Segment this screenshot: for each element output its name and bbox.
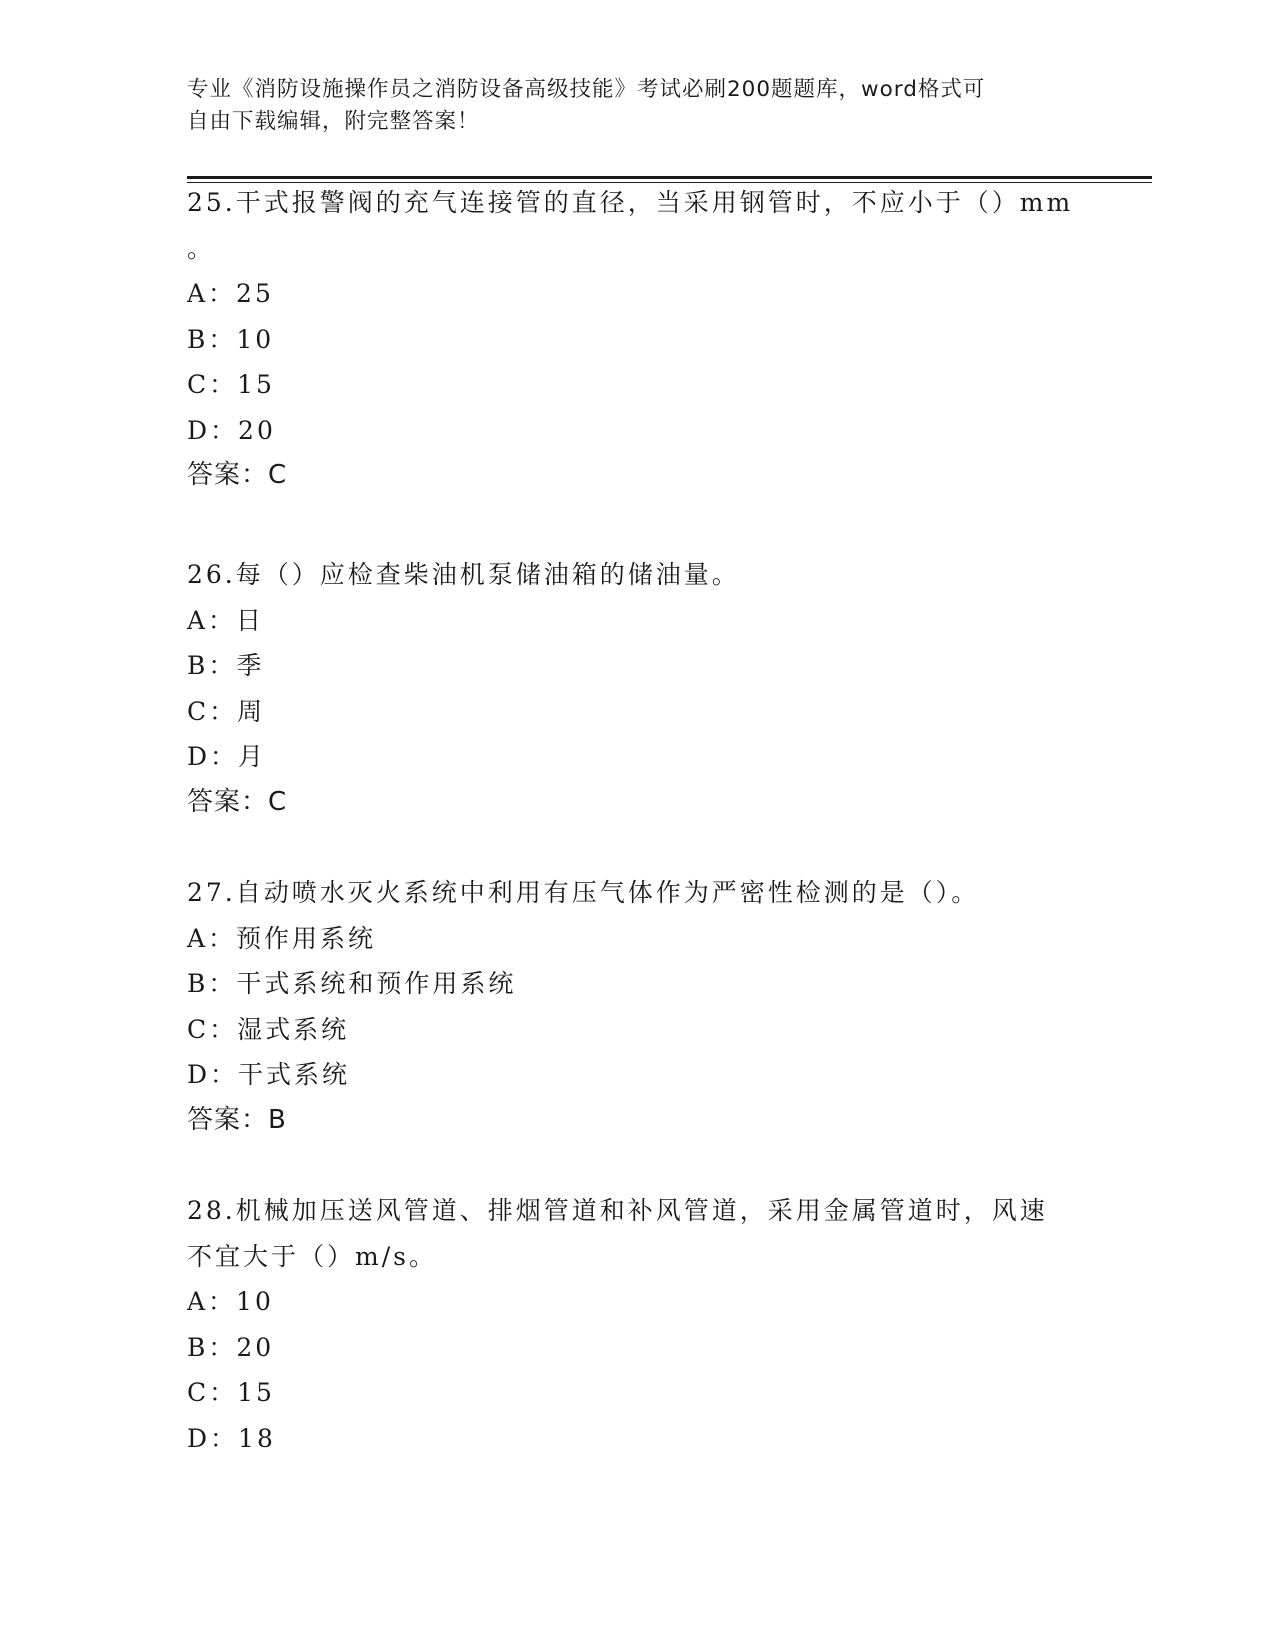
option-a: A：10 — [187, 1287, 274, 1316]
option-c: C：15 — [187, 1378, 275, 1407]
question-stem-line: 28.机械加压送风管道、排烟管道和补风管道，采用金属管道时，风速 — [187, 1196, 1048, 1225]
option-c: C：15 — [187, 370, 275, 399]
question-27 — [187, 870, 1087, 1143]
question-stem-line: 25.干式报警阀的充气连接管的直径，当采用钢管时，不应小于（）mm — [187, 188, 1074, 217]
answer-key: 答案：C — [187, 786, 288, 817]
option-c: C：周 — [187, 696, 266, 726]
option-b: B：10 — [187, 324, 275, 354]
option-b: B：干式系统和预作用系统 — [187, 969, 517, 998]
header-line-1: 专业《消防设施操作员之消防设备高级技能》考试必刷200题题库，word格式可 — [187, 77, 986, 102]
answer-key: 答案：C — [187, 460, 288, 490]
question-28 — [187, 1188, 1087, 1461]
header-line-2: 自由下载编辑，附完整答案！ — [187, 109, 480, 134]
answer-key: 答案：B — [187, 1104, 287, 1135]
option-d: D：20 — [187, 415, 276, 445]
question-stem-line: 26.每（）应检查柴油机泵储油箱的储油量。 — [187, 560, 740, 589]
option-c: C：湿式系统 — [187, 1014, 350, 1044]
option-d: D：月 — [187, 742, 267, 771]
question-stem-line: 。 — [187, 233, 216, 263]
question-25 — [187, 180, 1087, 499]
option-b: B：20 — [187, 1332, 275, 1362]
question-26 — [187, 552, 1087, 825]
option-d: D：18 — [187, 1423, 276, 1453]
header-divider-thick — [187, 176, 1152, 179]
option-a: A：25 — [187, 279, 274, 308]
document-header — [187, 74, 1067, 138]
option-a: A：日 — [187, 605, 265, 635]
option-b: B：季 — [187, 651, 265, 680]
option-a: A：预作用系统 — [187, 923, 377, 953]
question-stem-line: 27.自动喷水灭火系统中利用有压气体作为严密性检测的是（）。 — [187, 878, 980, 907]
option-d: D：干式系统 — [187, 1060, 351, 1089]
question-stem-line: 不宜大于（）m/s。 — [187, 1241, 437, 1271]
